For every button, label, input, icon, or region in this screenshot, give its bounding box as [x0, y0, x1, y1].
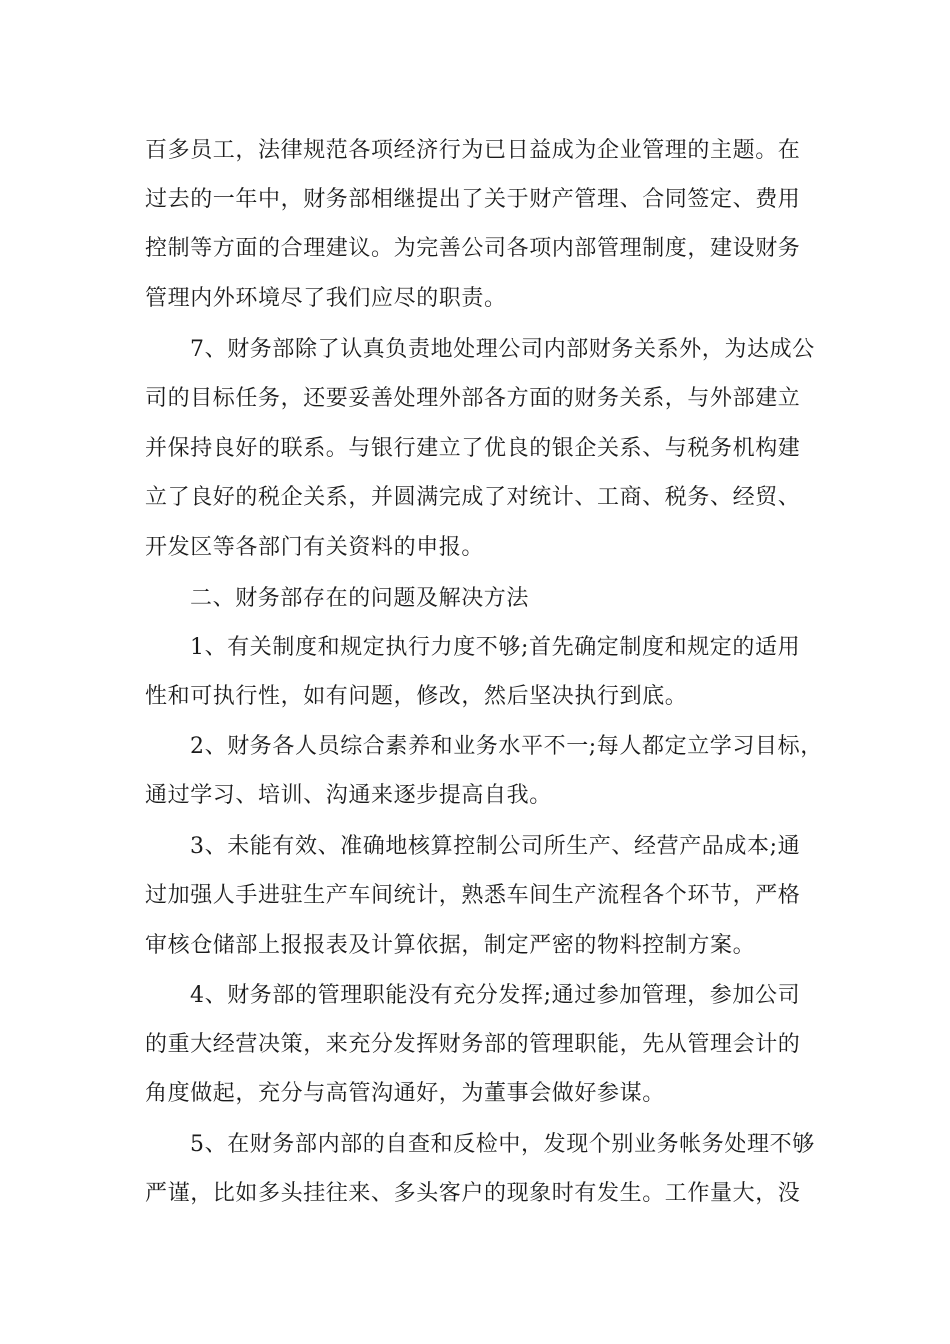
text-line: 5、在财务部内部的自查和反检中，发现个别业务帐务处理不够 [190, 1132, 815, 1157]
text-line: 角度做起，充分与高管沟通好，为董事会做好参谋。 [145, 1081, 665, 1106]
text-line: 2、财务各人员综合素养和业务水平不一;每人都定立学习目标， [190, 734, 823, 759]
text-line: 3、未能有效、准确地核算控制公司所生产、经营产品成本;通 [190, 834, 801, 859]
text-line: 过去的一年中，财务部相继提出了关于财产管理、合同签定、费用 [145, 187, 801, 212]
text-line: 通过学习、培训、沟通来逐步提高自我。 [145, 783, 552, 808]
text-line: 开发区等各部门有关资料的申报。 [145, 535, 485, 560]
text-line: 并保持良好的联系。与银行建立了优良的银企关系、与税务机构建 [145, 436, 801, 461]
text-line: 1、有关制度和规定执行力度不够;首先确定制度和规定的适用 [190, 635, 801, 660]
text-line: 过加强人手进驻生产车间统计，熟悉车间生产流程各个环节，严格 [145, 883, 801, 908]
text-line: 控制等方面的合理建议。为完善公司各项内部管理制度，建设财务 [145, 236, 801, 261]
text-line: 性和可执行性，如有问题，修改，然后坚决执行到底。 [145, 684, 688, 709]
text-line: 严谨，比如多头挂往来、多头客户的现象时有发生。工作量大，没 [145, 1181, 801, 1206]
text-line: 审核仓储部上报报表及计算依据，制定严密的物料控制方案。 [145, 933, 756, 958]
section-heading: 二、财务部存在的问题及解决方法 [190, 586, 530, 611]
text-line: 的重大经营决策，来充分发挥财务部的管理职能，先从管理会计的 [145, 1032, 801, 1057]
text-line: 管理内外环境尽了我们应尽的职责。 [145, 286, 507, 311]
text-line: 7、财务部除了认真负责地处理公司内部财务关系外，为达成公 [190, 337, 815, 362]
text-line: 百多员工，法律规范各项经济行为已日益成为企业管理的主题。在 [145, 138, 801, 163]
text-line: 司的目标任务，还要妥善处理外部各方面的财务关系，与外部建立 [145, 386, 801, 411]
text-line: 立了良好的税企关系，并圆满完成了对统计、工商、税务、经贸、 [145, 485, 801, 510]
text-line: 4、财务部的管理职能没有充分发挥;通过参加管理，参加公司 [190, 983, 801, 1008]
